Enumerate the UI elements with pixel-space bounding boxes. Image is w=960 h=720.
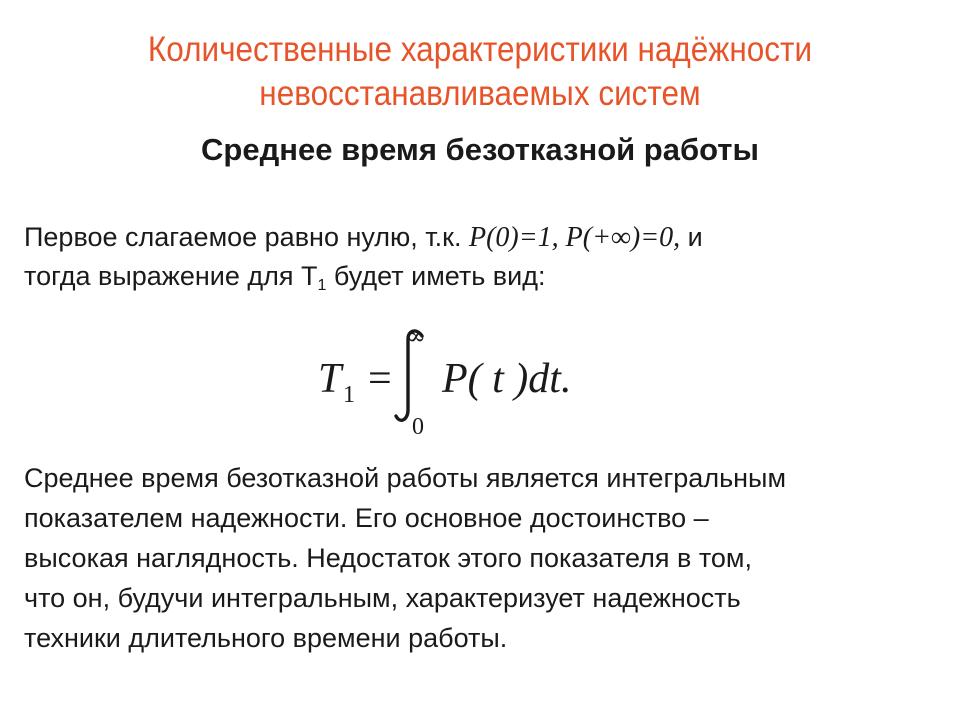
body-paragraph [24,458,939,658]
integral-formula-svg [310,320,640,440]
body-line: техники длительного времени работы. [24,623,508,653]
body-line: показателем надежности. Его основное достоинство – [24,503,709,533]
formula-lhs-subscript: 1 [343,382,355,408]
slide-subtitle: Среднее время безотказной работы [201,132,759,167]
intro-inline-math: P(0)=1, P(+∞)=0, [469,222,681,253]
body-line: Среднее время безотказной работы является интегральным [24,463,787,493]
formula-lower-limit: 0 [412,414,424,440]
intro-text-a: Первое слагаемое равно нулю, т.к. [24,222,469,252]
integral-formula [310,320,640,440]
slide-title-line-2: невосстанавливаемых систем [259,74,701,113]
intro-line2-a: тогда выражение для Т [24,261,318,291]
slide-title-line-1: Количественные характеристики надёжности [147,30,813,69]
formula-integrand: P( t )dt. [442,356,572,402]
intro-text-b: и [680,222,703,252]
intro-line2-b: будет иметь вид: [326,261,546,291]
intro-line2-subscript: 1 [317,277,327,294]
slide-title [84,28,876,116]
formula-upper-limit: ∞ [406,322,426,350]
intro-paragraph [24,218,924,296]
body-line: что он, будучи интегральным, характеризует надежность [24,583,741,613]
formula-lhs: T [318,356,342,402]
formula-equals: = [368,356,392,402]
body-line: высокая наглядность. Недостаток этого показателя в том, [24,543,752,573]
